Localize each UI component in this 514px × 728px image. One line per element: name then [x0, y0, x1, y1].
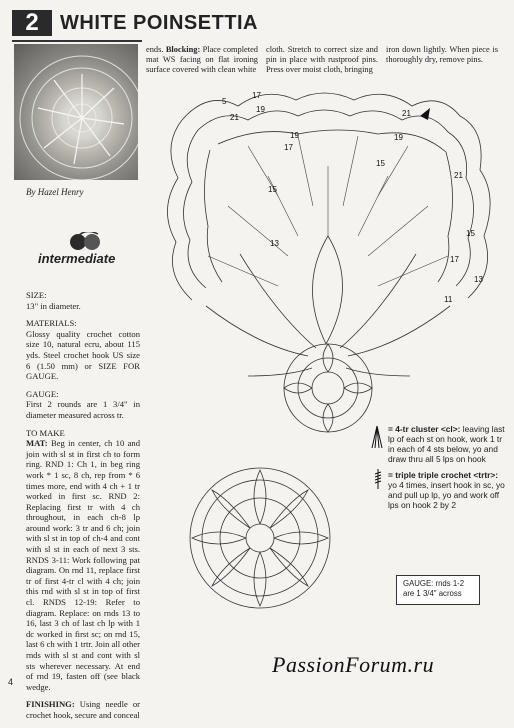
trtr-symbol-icon: [374, 468, 382, 490]
chart-radial-stitches: [208, 136, 448, 286]
round-label: 21: [454, 171, 463, 180]
watermark: PassionForum.ru: [272, 652, 435, 677]
to-make-heading: TO MAKE: [26, 427, 65, 438]
gauge-text: First 2 rounds are 1 3/4" in diameter measured across tr.: [26, 399, 140, 420]
finishing-text: Using needle or crochet hook, secure and conceal: [26, 699, 140, 720]
chart-small-doily: [190, 468, 330, 608]
chart-petals: [206, 236, 450, 376]
round-label: 15: [268, 185, 277, 194]
chart-outer-scallops: [167, 93, 490, 300]
pattern-title: WHITE POINSETTIA: [60, 12, 258, 34]
instructions-column: [26, 290, 140, 728]
byline: By Hazel Henry: [26, 187, 84, 197]
header-rule: [12, 40, 142, 42]
round-label: 15: [376, 159, 385, 168]
mat-text: Beg in center, ch 10 and join with sl st in first ch to form ring. RND 1: Ch 1, in beg ring work * 1 sc, 8 ch, rep from * 6 times more, end with 4 ch + 1 tr worked in first sc. RND 2: Replacing first tr with 4 ch throughout, in each ch-8 lp around work: 3 tr and 6 ch; join with sl st in top of ch-4 and cont with sl st in each of next 3 sts. RNDS 3-11: Work following pat diagram. On rnd 11, replace first tr of first 4-tr cl with 4 ch; join this rnd with sl st in top of first cl. RNDS 12-19: Refer to diagram. Replace: on rnds 13 to 16, last 3 ch of last ch lp with 1 dc worked in first sc; on rnd 15, last 6 ch with 1 trtr. Join all other rnds with sl st and cont with sl sts wherever necessary. At end of rnd 19, fasten off (see black wedge.: [26, 438, 140, 692]
cluster-symbol-icon: [370, 424, 384, 450]
round-label: 17: [450, 255, 459, 264]
chart-center-medallion: [284, 344, 372, 432]
round-label: 5: [222, 97, 227, 106]
round-label: 17: [252, 91, 261, 100]
page-header: [4, 4, 510, 40]
round-label: 19: [290, 131, 299, 140]
round-label: 19: [256, 105, 265, 114]
legend-cluster: [388, 424, 508, 464]
size-text: 13" in diameter.: [26, 300, 81, 311]
pattern-number: 2: [12, 10, 52, 36]
materials-heading: MATERIALS:: [26, 318, 77, 329]
round-label: 21: [230, 113, 239, 122]
round-label: 19: [394, 133, 403, 142]
mat-label: MAT:: [26, 438, 48, 449]
doily-photo: [14, 44, 138, 180]
round-label: 13: [270, 239, 279, 248]
mat-instructions: [26, 438, 140, 692]
gauge-heading: GAUGE:: [26, 388, 59, 399]
round-label: 11: [444, 295, 453, 304]
round-label: 21: [402, 109, 411, 118]
blocking-column-1: [146, 45, 258, 75]
skill-level: intermediate: [38, 251, 116, 266]
legend-cluster-text: leaving last lp of each st on hook, work 1 tr in each of 4 sts below, yo and draw thru all 5 lps on hook: [388, 424, 505, 464]
blocking-text-2: cloth. Stretch to correct size and pin in place with rustproof pins. Press over moist cloth, bringing: [266, 45, 378, 74]
legend-trtr-text: yo 4 times, insert hook in sc, yo and pull up lp, yo and work off lps on hook 2 by 2: [388, 480, 505, 510]
gauge-callout: [396, 575, 480, 605]
gauge-callout-line-1: GAUGE: rnds 1-2: [403, 579, 465, 588]
legend-trtr: [388, 470, 508, 510]
materials-text: Glossy quality crochet cotton size 10, natural ecru, about 115 yds. Steel crochet hook US size 6 (1.50 mm) or SIZE FOR GAUGE.: [26, 328, 140, 382]
finishing-label: FINISHING:: [26, 699, 75, 710]
doily-photo-image: [14, 44, 138, 180]
blocking-text-1: Place completed mat WS facing on flat ironing surface covered with clean white: [146, 45, 258, 74]
gauge-callout-line-2: are 1 3/4" across: [403, 588, 462, 598]
chart-round-labels: [222, 91, 483, 304]
blocking-text-3: iron down lightly. When piece is thoroughly dry, remove pins.: [386, 45, 498, 64]
blocking-column-3: [386, 45, 498, 65]
round-label: 13: [474, 275, 483, 284]
round-label: 15: [466, 229, 475, 238]
finishing-instructions: [26, 699, 140, 720]
size-heading: SIZE:: [26, 290, 47, 300]
legend-cluster-title: = 4-tr cluster <cl>:: [388, 424, 461, 434]
round-label: 17: [284, 143, 293, 152]
blocking-label: Blocking:: [165, 45, 201, 54]
blocking-column-2: [266, 45, 378, 75]
legend-trtr-title: = triple triple crochet <trtr>:: [388, 470, 499, 480]
fasten-off-wedge: [420, 108, 430, 120]
blocking-prefix: ends.: [146, 45, 164, 54]
page-number: 4: [8, 677, 14, 687]
